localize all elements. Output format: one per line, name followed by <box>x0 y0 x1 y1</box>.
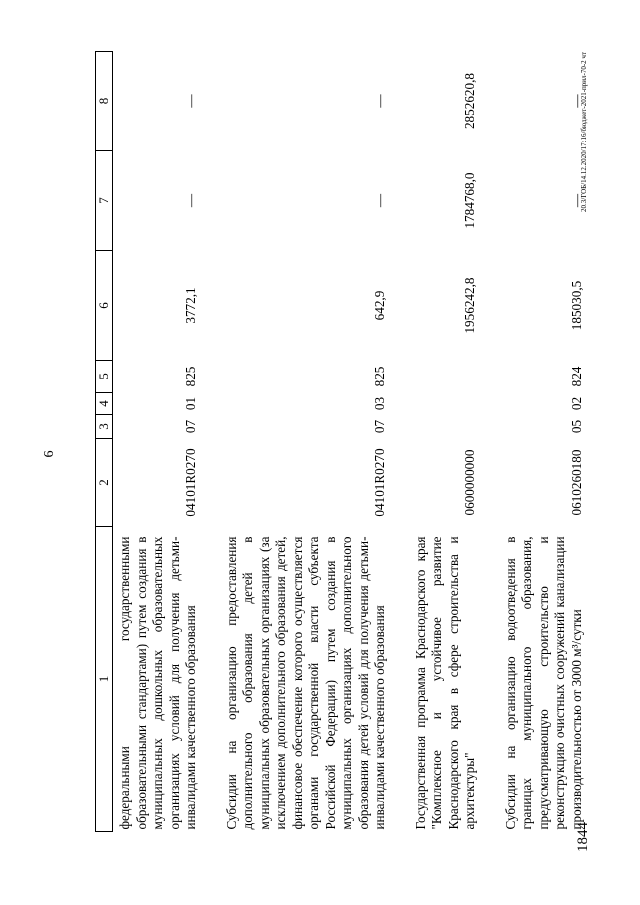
table-header-row <box>96 52 113 832</box>
page-number: 6 <box>42 450 57 458</box>
row-name: федеральными государственными образовательными стандартами) путем создания в муниципальных дошкольных образовательных организациях условий для получения детьми-инвалидами качественного образования <box>117 536 199 830</box>
row-amount-7: — <box>372 193 388 208</box>
row-expense-type: 824 <box>568 366 584 387</box>
sheet-number: 1844 <box>575 822 591 852</box>
col-header: 7 <box>96 151 113 251</box>
row-name: Субсидии на организацию водоотведения в границах муниципального образования, предусматривающую строительство и реконструкцию очистных сооружений канализации производительностью от 3000 м³/сутки <box>502 536 584 830</box>
table-row <box>485 52 592 832</box>
row-expense-type: 825 <box>372 366 388 387</box>
row-code: 0600000000 <box>462 449 478 516</box>
row-name: Субсидии на организацию предоставления дополнительного образования детей в муниципальных образовательных организациях (за исключением дополнительного образования детей, финансовое обеспечение которого осуществляется органами государственной власти субъекта Российской Федерации) путем создания в муниципальных организациях дополнительного образования детей условий для получения детьми-инвалидами качественного образования <box>223 536 388 830</box>
row-amount-8: — <box>568 94 584 108</box>
row-subsection: 03 <box>372 396 388 411</box>
row-code: 04101R0270 <box>183 448 199 517</box>
row-amount-8: 2852620,8 <box>462 72 478 130</box>
table-row <box>206 52 395 832</box>
row-amount-6: 185030,5 <box>568 280 584 331</box>
row-subsection: 01 <box>183 396 199 411</box>
row-expense-type <box>395 361 485 393</box>
row-section: 05 <box>568 419 584 434</box>
col-header: 1 <box>96 527 113 832</box>
rotated-page <box>40 52 600 852</box>
col-header: 8 <box>96 52 113 151</box>
row-amount-7: — <box>183 193 199 208</box>
row-subsection: 02 <box>568 396 584 411</box>
table-row <box>113 52 206 832</box>
col-header: 3 <box>96 415 113 439</box>
col-header: 2 <box>96 439 113 527</box>
table-row <box>395 52 485 832</box>
document-footer-code: 20.3/ГОБ/14.12.2020/17:16/бюджет-2021-прил-70-2 чт <box>580 52 588 212</box>
budget-table <box>95 51 591 832</box>
row-amount-6: 642,9 <box>372 290 388 321</box>
col-header: 5 <box>96 361 113 393</box>
row-amount-7: — <box>568 193 584 208</box>
row-expense-type: 825 <box>183 366 199 387</box>
row-section <box>395 415 485 439</box>
row-code: 04101R0270 <box>372 448 388 517</box>
row-amount-6: 1956242,8 <box>462 277 478 334</box>
row-section: 07 <box>372 419 388 434</box>
row-amount-7: 1784768,0 <box>462 172 478 229</box>
row-amount-8: — <box>372 94 388 108</box>
row-subsection <box>395 393 485 415</box>
row-section: 07 <box>183 419 199 434</box>
row-name: Государственная программа Краснодарского края "Комплексное и устойчивое развитие Краснодарского края в сфере строительства и архитектуры" <box>412 536 478 830</box>
row-code: 0610260180 <box>568 449 584 516</box>
col-header: 6 <box>96 251 113 361</box>
col-header: 4 <box>96 393 113 415</box>
row-amount-6: 3772,1 <box>183 287 199 324</box>
row-amount-8: — <box>183 94 199 108</box>
